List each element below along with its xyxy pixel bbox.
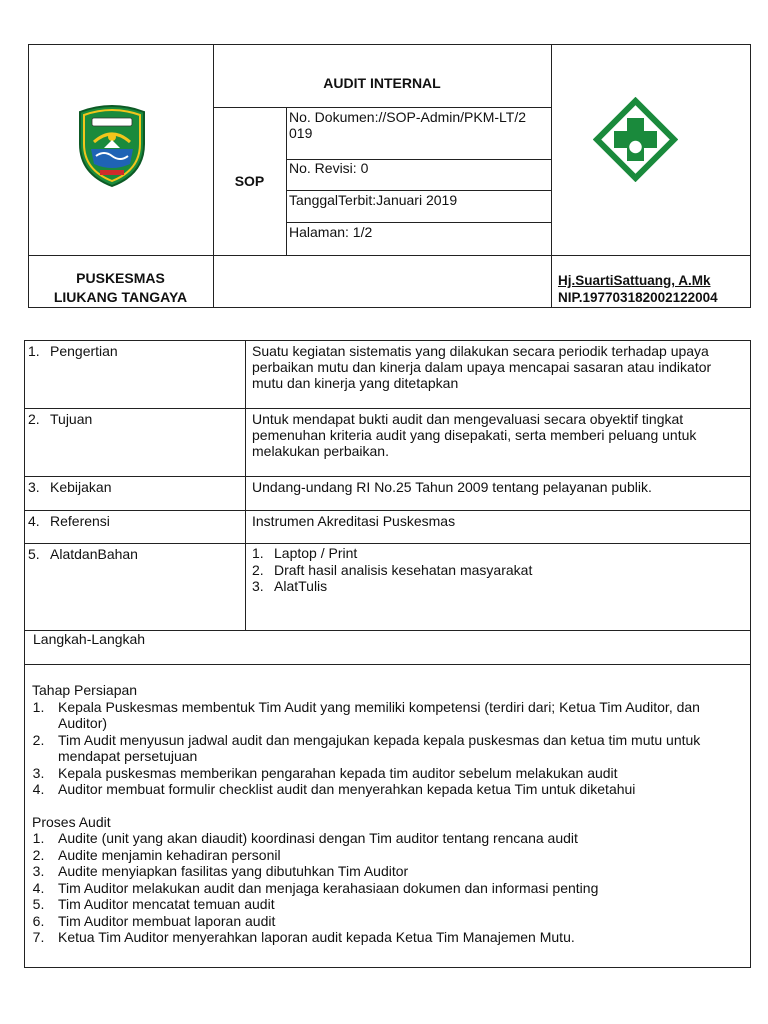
proses-list — [32, 830, 732, 946]
list-item: 4. Auditor membuat formulir checklist audit dan menyerahkan kepada ketua Tim untuk diketahui — [56, 781, 732, 798]
organization-line-1: PUSKESMAS — [76, 270, 165, 286]
list-item: 2. Draft hasil analisis kesehatan masyarakat — [252, 561, 533, 578]
organization-line-2: LIUKANG TANGAYA — [53, 289, 188, 305]
header-divider — [286, 222, 551, 223]
section-label-pengertian — [24, 341, 245, 359]
signatory — [558, 272, 750, 306]
sop-label: SOP — [234, 173, 265, 189]
puskesmas-logo — [593, 97, 678, 182]
section-label-kebijakan — [24, 477, 245, 495]
section-number: 4. — [28, 513, 40, 529]
list-item: 2. Audite menjamin kehadiran personil — [56, 847, 732, 864]
header-divider — [28, 255, 751, 256]
list-item: 1. Kepala Puskesmas membentuk Tim Audit yang memiliki kompetensi (terdiri dari; Ketua Tim Auditor, dan Auditor) — [56, 699, 732, 732]
persiapan-list — [32, 699, 732, 798]
list-item: 1. Audite (unit yang akan diaudit) koordinasi dengan Tim auditor tentang rencana audit — [56, 830, 732, 847]
list-item: 2. Tim Audit menyusun jadwal audit dan mengajukan kepada kepala puskesmas dan ketua tim mutu untuk mendapat persetujuan — [56, 732, 732, 765]
section-label: Tujuan — [50, 411, 93, 427]
list-item: 4. Tim Auditor melakukan audit dan menjaga kerahasiaan dokumen dan informasi penting — [56, 880, 732, 897]
proses-title: Proses Audit — [32, 813, 111, 830]
section-label: Referensi — [50, 513, 110, 529]
section-label: Kebijakan — [50, 479, 112, 495]
list-item: 1. Laptop / Print — [252, 545, 358, 561]
list-item: 7. Ketua Tim Auditor menyerahkan laporan audit kepada Ketua Tim Manajemen Mutu. — [56, 929, 732, 946]
section-number: 2. — [28, 411, 40, 427]
section-number: 3. — [28, 479, 40, 495]
list-item: 3. AlatTulis — [252, 578, 328, 594]
list-item: 5. Tim Auditor mencatat temuan audit — [56, 896, 732, 913]
steps-body — [32, 682, 732, 946]
content-divider — [24, 664, 751, 665]
section-text-kebijakan: Undang-undang RI No.25 Tahun 2009 tentang pelayanan publik. — [252, 479, 652, 495]
page-indicator: Halaman: 1/2 — [289, 224, 373, 240]
document-title: AUDIT INTERNAL — [323, 75, 441, 91]
list-item: 3. Audite menyiapkan fasilitas yang dibutuhkan Tim Auditor — [56, 863, 732, 880]
list-item: 3. Kepala puskesmas memberikan pengarahan kepada tim auditor sebelum melakukan audit — [56, 765, 732, 782]
section-label-tujuan — [24, 409, 245, 427]
signer-nip: NIP.197703182002122004 — [558, 290, 718, 305]
section-label: AlatdanBahan — [50, 546, 138, 562]
section-number: 1. — [28, 343, 40, 359]
header-divider — [286, 190, 551, 191]
section-number: 5. — [28, 546, 40, 562]
section-text-tujuan: Untuk mendapat bukti audit dan mengevaluasi secara obyektif tingkat pemenuhan kriteria audit yang disepakati, serta memberi peluang untuk melakukan perbaikan. — [252, 411, 697, 459]
signer-name: Hj.SuartiSattuang, A.Mk — [558, 273, 711, 288]
organization-name — [28, 266, 213, 310]
doc-number: No. Dokumen://SOP-Admin/PKM-LT/2019 — [289, 109, 527, 141]
section-list-alat-bahan — [245, 545, 751, 595]
section-label: Pengertian — [50, 343, 118, 359]
section-label-alat-bahan — [24, 544, 245, 562]
revision-number: No. Revisi: 0 — [289, 160, 369, 176]
section-label-referensi — [24, 511, 245, 529]
regional-emblem-logo — [74, 104, 150, 188]
steps-heading: Langkah-Langkah — [33, 631, 146, 647]
header-divider — [551, 44, 552, 308]
list-item: 6. Tim Auditor membuat laporan audit — [56, 913, 732, 930]
persiapan-title: Tahap Persiapan — [32, 682, 138, 698]
section-text-pengertian: Suatu kegiatan sistematis yang dilakukan secara periodik terhadap upaya perbaikan mutu dan kinerja dalam upaya mencapai sasaran atau indikator mutu dan kinerja yang ditetapkan — [252, 343, 712, 391]
section-text-referensi: Instrumen Akreditasi Puskesmas — [252, 513, 456, 529]
issue-date: TanggalTerbit:Januari 2019 — [289, 192, 458, 208]
